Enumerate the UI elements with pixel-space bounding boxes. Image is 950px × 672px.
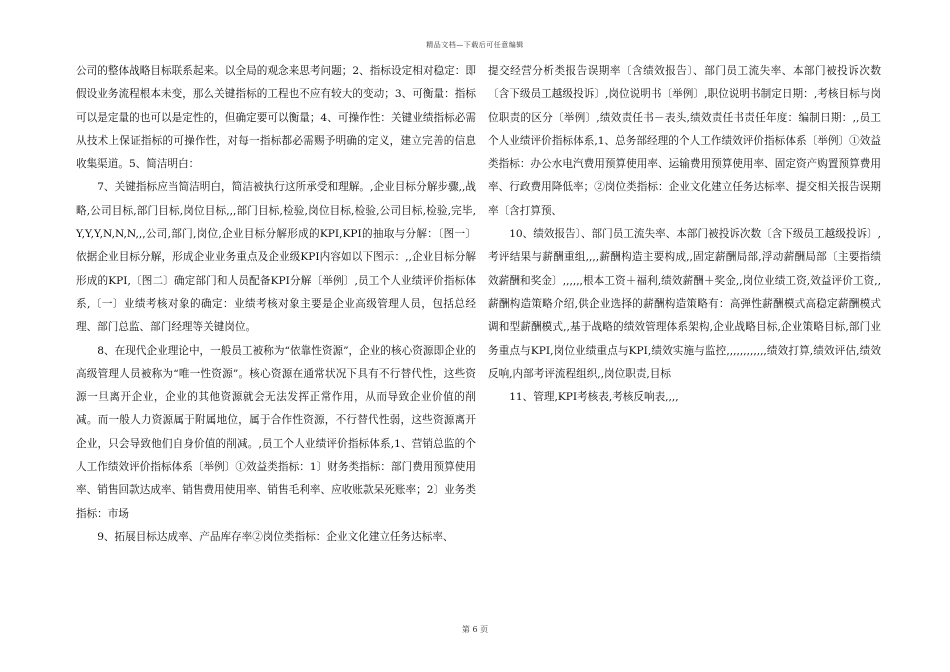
right-column bbox=[488, 60, 881, 409]
left-column bbox=[76, 60, 476, 549]
paragraph: 公司的整体战略目标联系起来。以全局的观念来思考问题；2、指标设定相对稳定：即假设业务流程根本未变，那么关键指标的工程也不应有较大的变动；3、可衡量：指标可以是定量的也可以是定性的，但确定要可以衡量；4、可操作性：关键业绩指标必需从技术上保证指标的可操作性，对每一指标都必需赐予明确的定义，建立完善的信息收集渠道。5、简洁明白： bbox=[76, 65, 476, 171]
paragraph: 7、关键指标应当简洁明白，简洁被执行这所承受和理解。,企业目标分解步骤,,战略,公司目标,部门目标,岗位目标,,,部门目标,检验,岗位目标,检验,公司目标,检验,完毕,Y,Y,Y,N,N,N,,,公司,部门,岗位,企业目标分解形成的KPI,KPI的抽取与分解：〔图一〕依据企业目标分解，形成企业业务重点及企业级KPI内容如以下图示：,,企业目标分解形成的KPI,〔图二〕确定部门和人员配备KPI分解〔举例〕,员工个人业绩评价指标体系,〔一〕业绩考核对象的确定：业绩考核对象主要是企业高级管理人员，包括总经理、部门总监、部门经理等关键岗位。 bbox=[76, 181, 476, 334]
paragraph: 10、绩效报告〕、部门员工流失率、本部门被投诉次数〔含下级员工越级投诉〕,考评结果与薪酬重组,,,,薪酬构造主要构成,,固定薪酬局部,浮动薪酬局部〔主要指绩效薪酬和奖金〕,,,,,,根本工资＋福利,绩效薪酬＋奖金,,岗位业绩工资,效益评价工资,,薪酬构造策略介绍,供企业选择的薪酬构造策略有：高弹性薪酬模式高稳定薪酬模式调和型薪酬模式,,基于战略的绩效管理体系架构,企业战略目标,企业策略目标,部门业务重点与KPI,岗位业绩重点与KPI,绩效实施与监控,,,,,,,,,,,,绩效打算,绩效评估,绩效反响,内部考评流程组织,,岗位职责,目标 bbox=[488, 228, 881, 380]
page-header: 精品文档—下载后可任意编辑 bbox=[426, 41, 524, 49]
paragraph: 8、在现代企业理论中，一般员工被称为“依靠性资源”，企业的核心资源即企业的高级管理人员被称为“唯一性资源”。核心资源在通常状况下具有不行替代性，这些资源一旦离开企业，企业的其他资源就会无法发挥正常作用，从而导致企业价值的削减。而一般人力资源属于附属地位，属于合作性资源，不行替代性弱，这些资源离开企业，只会导致他们自身价值的削减。,员工个人业绩评价指标体系,1、营销总监的个人工作绩效评价指标体系〔举例〕①效益类指标：1〕财务类指标：部门费用预算使用率、销售回款达成率、销售费用使用率、销售毛利率、应收账款呆死账率；2〕业务类指标：市场 bbox=[76, 344, 476, 520]
paragraph: 提交经营分析类报告误期率〔含绩效报告〕、部门员工流失率、本部门被投诉次数〔含下级员工越级投诉〕,岗位说明书〔举例〕,职位说明书制定日期：,考核目标与岗位职责的区分〔举例〕,绩效责任书－表头,绩效责任书责任年度：编制日期：,,员工个人业绩评价指标体系,1、总务部经理的个人工作绩效评价指标体系〔举例〕①效益类指标：办公水电汽费用预算使用率、运输费用预算使用率、固定资产购置预算费用率、行政费用降低率；②岗位类指标：企业文化建立任务达标率、提交相关报告误期率〔含打算预、 bbox=[488, 65, 881, 217]
page-number: 第 6 页 bbox=[461, 625, 489, 634]
paragraph: 11、管理,KPI考核表,考核反响表,,,, bbox=[509, 391, 679, 404]
paragraph: 9、拓展目标达成率、产品库存率②岗位类指标：企业文化建立任务达标率、 bbox=[97, 530, 454, 543]
